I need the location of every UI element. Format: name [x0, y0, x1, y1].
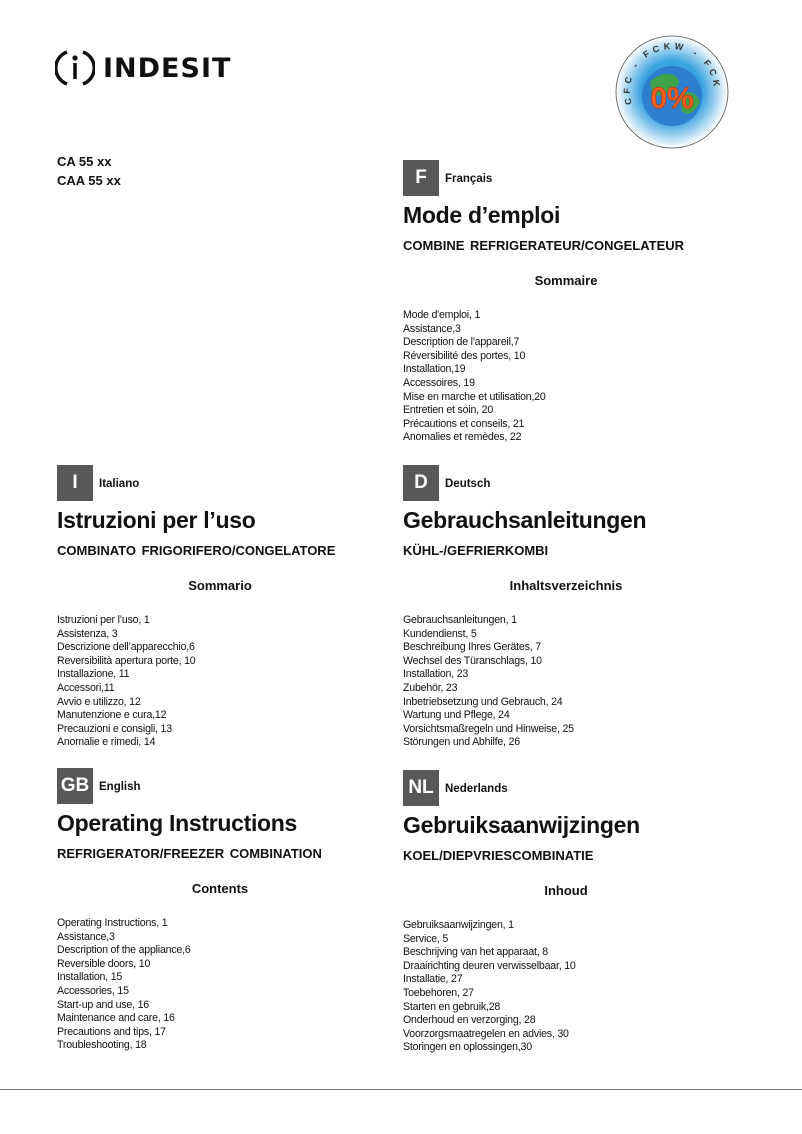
language-code-badge: D: [403, 465, 439, 501]
language-code-badge: GB: [57, 768, 93, 804]
section-subtitle: KOEL/DIEPVRIESCOMBINATIE: [403, 848, 594, 863]
badge-ring-text: CFC - FCKW - FCK: [621, 40, 723, 106]
contents-heading: Inhoud: [544, 883, 588, 898]
toc-item: Vorsichtsmaßregeln und Hinweise, 25: [403, 722, 574, 735]
toc-item: Storingen en oplossingen,30: [403, 1041, 532, 1054]
toc-item: Beschrijving van het apparaat, 8: [403, 946, 548, 959]
toc-item: Maintenance and care, 16: [57, 1012, 175, 1025]
toc-item: Beschreibung Ihres Gerätes, 7: [403, 641, 541, 654]
toc-item: Reversible doors, 10: [57, 957, 151, 970]
toc-item: Draairichting deuren verwisselbaar, 10: [403, 959, 576, 972]
toc-item: Description of the appliance,6: [57, 944, 191, 957]
section-subtitle: COMBINATO FRIGORIFERO/CONGELATORE: [57, 543, 336, 558]
toc-item: Troubleshooting, 18: [57, 1039, 147, 1052]
contents-heading: Sommaire: [534, 273, 598, 288]
toc-item: Anomalies et remèdes, 22: [403, 431, 522, 444]
language-label: English: [99, 781, 141, 793]
toc-item: Installation,19: [403, 363, 466, 376]
toc-item: Installation, 23: [403, 668, 469, 681]
toc-item: Installatie, 27: [403, 973, 463, 986]
toc-item: Accessories, 15: [57, 984, 129, 997]
brand-name: INDESIT: [103, 52, 232, 84]
section-subtitle: KÜHL-/GEFRIERKOMBI: [403, 543, 549, 558]
section-title: Istruzioni per l’uso: [57, 507, 256, 533]
section-title: Gebrauchsanleitungen: [403, 507, 647, 533]
toc-item: Service, 5: [403, 932, 449, 945]
section-subtitle: REFRIGERATOR/FREEZER COMBINATION: [57, 846, 322, 861]
toc-item: Störungen und Abhilfe, 26: [403, 736, 520, 749]
toc-item: Avvio e utilizzo, 12: [57, 695, 141, 708]
contents-heading: Inhaltsverzeichnis: [509, 578, 623, 593]
toc-item: Description de l'appareil,7: [403, 336, 520, 349]
model-number: CAA 55 xx: [57, 173, 121, 188]
toc-item: Précautions et conseils, 21: [403, 417, 525, 430]
badge-center-text: 0%: [650, 82, 694, 115]
toc-item: Operating Instructions, 1: [57, 917, 168, 929]
section-subtitle: COMBINE REFRIGERATEUR/CONGELATEUR: [403, 238, 685, 253]
section-title: Mode d’emploi: [403, 202, 561, 228]
toc-item: Accessori,11: [57, 681, 115, 694]
cfc-free-badge: [614, 34, 730, 155]
footer-rule: [0, 1089, 802, 1090]
language-code-badge: NL: [403, 770, 439, 806]
indesit-i-icon: [55, 48, 95, 88]
model-number: CA 55 xx: [57, 154, 112, 169]
toc-item: Reversibilità apertura porte, 10: [57, 654, 196, 667]
toc-item: Assistenza, 3: [57, 627, 118, 640]
toc-item: Wartung und Pflege, 24: [403, 709, 510, 722]
toc-item: Toebehoren, 27: [403, 986, 474, 999]
toc-item: Inbetriebsetzung und Gebrauch, 24: [403, 695, 563, 708]
table-of-contents: [57, 614, 195, 750]
toc-item: Anomalie e rimedi, 14: [57, 736, 156, 749]
table-of-contents: [403, 919, 576, 1055]
toc-item: Istruzioni per l’uso, 1: [57, 614, 150, 626]
language-label: Nederlands: [445, 783, 508, 795]
indesit-logo: [55, 48, 231, 88]
toc-item: Accessoires, 19: [403, 376, 475, 389]
toc-item: Gebrauchsanleitungen, 1: [403, 614, 517, 626]
toc-item: Mode d'emploi, 1: [403, 309, 481, 321]
toc-item: Entretien et soin, 20: [403, 404, 494, 417]
toc-item: Installazione, 11: [57, 668, 130, 681]
language-code-badge: I: [57, 465, 93, 501]
toc-item: Mise en marche et utilisation,20: [403, 390, 546, 403]
toc-item: Onderhoud en verzorging, 28: [403, 1014, 536, 1027]
table-of-contents: [403, 309, 546, 445]
toc-item: Assistance,3: [403, 322, 461, 335]
contents-heading: Sommario: [188, 578, 252, 593]
toc-item: Réversibilité des portes, 10: [403, 349, 526, 362]
toc-item: Precauzioni e consigli, 13: [57, 722, 172, 735]
toc-item: Starten en gebruik,28: [403, 1000, 501, 1013]
toc-item: Gebruiksaanwijzingen, 1: [403, 919, 514, 931]
section-title: Operating Instructions: [57, 810, 298, 836]
toc-item: Assistance,3: [57, 930, 115, 943]
table-of-contents: [57, 917, 191, 1053]
model-numbers: [57, 152, 121, 190]
toc-item: Descrizione dell’apparecchio,6: [57, 641, 195, 654]
toc-item: Kundendienst, 5: [403, 627, 477, 640]
toc-item: Start-up and use, 16: [57, 998, 149, 1011]
toc-item: Installation, 15: [57, 971, 123, 984]
toc-item: Precautions and tips, 17: [57, 1025, 166, 1038]
toc-item: Zubehör, 23: [403, 681, 458, 694]
contents-heading: Contents: [191, 881, 249, 896]
toc-item: Manutenzione e cura,12: [57, 709, 167, 722]
language-code-badge: F: [403, 160, 439, 196]
language-label: Deutsch: [445, 478, 491, 490]
language-label: Italiano: [99, 478, 140, 490]
toc-item: Voorzorgsmaatregelen en advies, 30: [403, 1027, 569, 1040]
section-title: Gebruiksaanwijzingen: [403, 812, 640, 838]
toc-item: Wechsel des Türanschlags, 10: [403, 654, 542, 667]
language-label: Français: [445, 173, 493, 185]
table-of-contents: [403, 614, 574, 750]
